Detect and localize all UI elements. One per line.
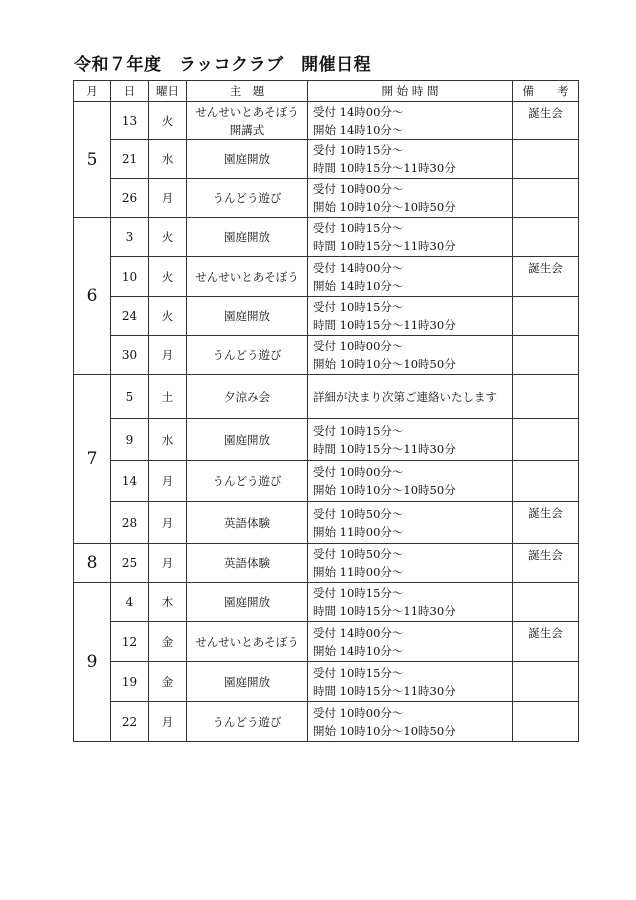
table-row: [74, 179, 579, 218]
day-cell: 10: [111, 257, 149, 297]
table-row: [74, 702, 579, 742]
theme-line: うんどう遊び: [212, 348, 282, 362]
time-line: 開始 10時10分～10時50分: [313, 723, 456, 738]
theme-cell: [187, 622, 308, 662]
time-cell: [308, 375, 513, 419]
theme-line: うんどう遊び: [212, 191, 282, 205]
time-cell: [308, 461, 513, 502]
time-line: 時間 10時15分～11時30分: [313, 604, 456, 618]
note-cell: [513, 702, 579, 742]
time-cell: [308, 583, 513, 622]
day-cell: 3: [111, 218, 149, 257]
table-row: [74, 218, 579, 257]
note-cell: [513, 336, 579, 375]
note-cell: [513, 461, 579, 502]
note-cell: 誕生会: [513, 102, 579, 140]
weekday-cell: 月: [149, 544, 187, 583]
note-cell: [513, 583, 579, 622]
theme-line: 園庭開放: [224, 432, 270, 447]
time-line: 時間 10時15分～11時30分: [313, 239, 456, 253]
time-cell: [308, 257, 513, 297]
theme-cell: [187, 257, 308, 297]
table-row: [74, 257, 579, 297]
time-line: 受付 10時00分～: [313, 182, 404, 196]
time-line: 受付 10時50分～: [313, 547, 404, 561]
theme-cell: [187, 502, 308, 544]
theme-cell: [187, 140, 308, 179]
theme-cell: [187, 662, 308, 702]
table-row: [74, 375, 579, 419]
weekday-cell: 火: [149, 218, 187, 257]
time-cell: [308, 544, 513, 583]
note-cell: [513, 218, 579, 257]
note-cell: [513, 419, 579, 461]
time-line: 詳細が決まり次第ご連絡いたします: [313, 389, 497, 404]
theme-line: うんどう遊び: [212, 474, 282, 488]
theme-cell: [187, 218, 308, 257]
time-cell: [308, 102, 513, 140]
schedule-body: [74, 102, 579, 742]
time-line: 受付 10時15分～: [313, 586, 404, 600]
header-notes: 備 考: [513, 81, 579, 102]
table-row: [74, 502, 579, 544]
schedule-table: [73, 80, 579, 742]
time-line: 受付 10時15分～: [313, 143, 404, 157]
day-cell: 12: [111, 622, 149, 662]
month-cell: 7: [74, 375, 111, 544]
time-line: 開始 14時10分～: [313, 643, 404, 658]
note-cell: [513, 375, 579, 419]
header-day: 日: [111, 81, 149, 102]
time-line: 受付 14時00分～: [313, 260, 404, 275]
time-line: 開始 10時10分～10時50分: [313, 357, 456, 371]
header-time: 開 始 時 間: [308, 81, 513, 102]
theme-line: 英語体験: [224, 515, 270, 530]
time-line: 受付 10時00分～: [313, 705, 404, 720]
time-line: 受付 14時00分～: [313, 625, 404, 640]
time-line: 開始 11時00分～: [313, 565, 404, 579]
weekday-cell: 月: [149, 179, 187, 218]
header-row: [74, 81, 579, 102]
theme-cell: [187, 375, 308, 419]
theme-cell: [187, 102, 308, 140]
month-cell: 9: [74, 583, 111, 742]
time-line: 受付 10時15分～: [313, 665, 404, 680]
weekday-cell: 月: [149, 336, 187, 375]
note-cell: 誕生会: [513, 257, 579, 297]
table-row: [74, 544, 579, 583]
day-cell: 19: [111, 662, 149, 702]
theme-cell: [187, 583, 308, 622]
weekday-cell: 月: [149, 702, 187, 742]
time-cell: [308, 702, 513, 742]
time-line: 開始 14時10分～: [313, 122, 404, 137]
weekday-cell: 火: [149, 297, 187, 336]
table-row: [74, 336, 579, 375]
theme-line: 園庭開放: [224, 674, 270, 689]
table-row: [74, 419, 579, 461]
day-cell: 30: [111, 336, 149, 375]
time-line: 開始 11時00分～: [313, 524, 404, 539]
table-row: [74, 662, 579, 702]
time-line: 開始 10時10分～10時50分: [313, 483, 456, 497]
time-line: 受付 10時50分～: [313, 506, 404, 521]
time-cell: [308, 297, 513, 336]
theme-line: 開講式: [229, 122, 265, 137]
time-line: 開始 10時10分～10時50分: [313, 200, 456, 214]
table-row: [74, 622, 579, 662]
day-cell: 4: [111, 583, 149, 622]
theme-cell: [187, 336, 308, 375]
table-row: [74, 102, 579, 140]
day-cell: 24: [111, 297, 149, 336]
time-cell: [308, 179, 513, 218]
note-cell: [513, 179, 579, 218]
time-line: 時間 10時15分～11時30分: [313, 318, 456, 332]
time-line: 受付 10時15分～: [313, 221, 404, 235]
weekday-cell: 木: [149, 583, 187, 622]
theme-line: 園庭開放: [224, 309, 270, 323]
weekday-cell: 金: [149, 662, 187, 702]
weekday-cell: 金: [149, 622, 187, 662]
page-title: 令和７年度 ラッコクラブ 開催日程: [74, 55, 372, 75]
table-row: [74, 140, 579, 179]
theme-line: 夕涼み会: [224, 389, 270, 404]
theme-line: うんどう遊び: [212, 714, 282, 729]
weekday-cell: 月: [149, 502, 187, 544]
theme-cell: [187, 461, 308, 502]
header-month: 月: [74, 81, 111, 102]
day-cell: 26: [111, 179, 149, 218]
weekday-cell: 火: [149, 257, 187, 297]
time-line: 受付 10時15分～: [313, 423, 404, 438]
day-cell: 14: [111, 461, 149, 502]
month-cell: 6: [74, 218, 111, 375]
weekday-cell: 水: [149, 140, 187, 179]
theme-cell: [187, 544, 308, 583]
time-cell: [308, 622, 513, 662]
weekday-cell: 水: [149, 419, 187, 461]
time-line: 時間 10時15分～11時30分: [313, 683, 456, 698]
time-line: 受付 14時00分～: [313, 104, 404, 119]
time-line: 時間 10時15分～11時30分: [313, 441, 456, 456]
time-cell: [308, 662, 513, 702]
month-cell: 8: [74, 544, 111, 583]
theme-line: せんせいとあそぼう: [195, 104, 299, 119]
theme-line: 園庭開放: [224, 152, 270, 166]
theme-line: せんせいとあそぼう: [195, 269, 299, 284]
note-cell: [513, 662, 579, 702]
table-row: [74, 297, 579, 336]
day-cell: 13: [111, 102, 149, 140]
day-cell: 22: [111, 702, 149, 742]
note-cell: [513, 297, 579, 336]
time-line: 開始 14時10分～: [313, 278, 404, 293]
day-cell: 5: [111, 375, 149, 419]
time-cell: [308, 419, 513, 461]
note-cell: 誕生会: [513, 544, 579, 583]
theme-line: 園庭開放: [224, 595, 270, 609]
theme-line: 園庭開放: [224, 230, 270, 244]
weekday-cell: 土: [149, 375, 187, 419]
day-cell: 28: [111, 502, 149, 544]
note-cell: 誕生会: [513, 502, 579, 544]
theme-line: 英語体験: [224, 556, 270, 570]
day-cell: 25: [111, 544, 149, 583]
theme-cell: [187, 297, 308, 336]
time-line: 時間 10時15分～11時30分: [313, 161, 456, 175]
header-theme: 主 題: [187, 81, 308, 102]
table-row: [74, 583, 579, 622]
time-line: 受付 10時00分～: [313, 465, 404, 479]
theme-cell: [187, 179, 308, 218]
theme-line: せんせいとあそぼう: [195, 634, 299, 649]
time-cell: [308, 502, 513, 544]
time-cell: [308, 140, 513, 179]
note-cell: [513, 140, 579, 179]
note-cell: 誕生会: [513, 622, 579, 662]
theme-cell: [187, 702, 308, 742]
time-cell: [308, 336, 513, 375]
time-line: 受付 10時00分～: [313, 339, 404, 353]
month-cell: 5: [74, 102, 111, 218]
table-row: [74, 461, 579, 502]
theme-cell: [187, 419, 308, 461]
day-cell: 21: [111, 140, 149, 179]
time-line: 受付 10時15分～: [313, 300, 404, 314]
day-cell: 9: [111, 419, 149, 461]
weekday-cell: 火: [149, 102, 187, 140]
weekday-cell: 月: [149, 461, 187, 502]
header-weekday: 曜日: [149, 81, 187, 102]
time-cell: [308, 218, 513, 257]
